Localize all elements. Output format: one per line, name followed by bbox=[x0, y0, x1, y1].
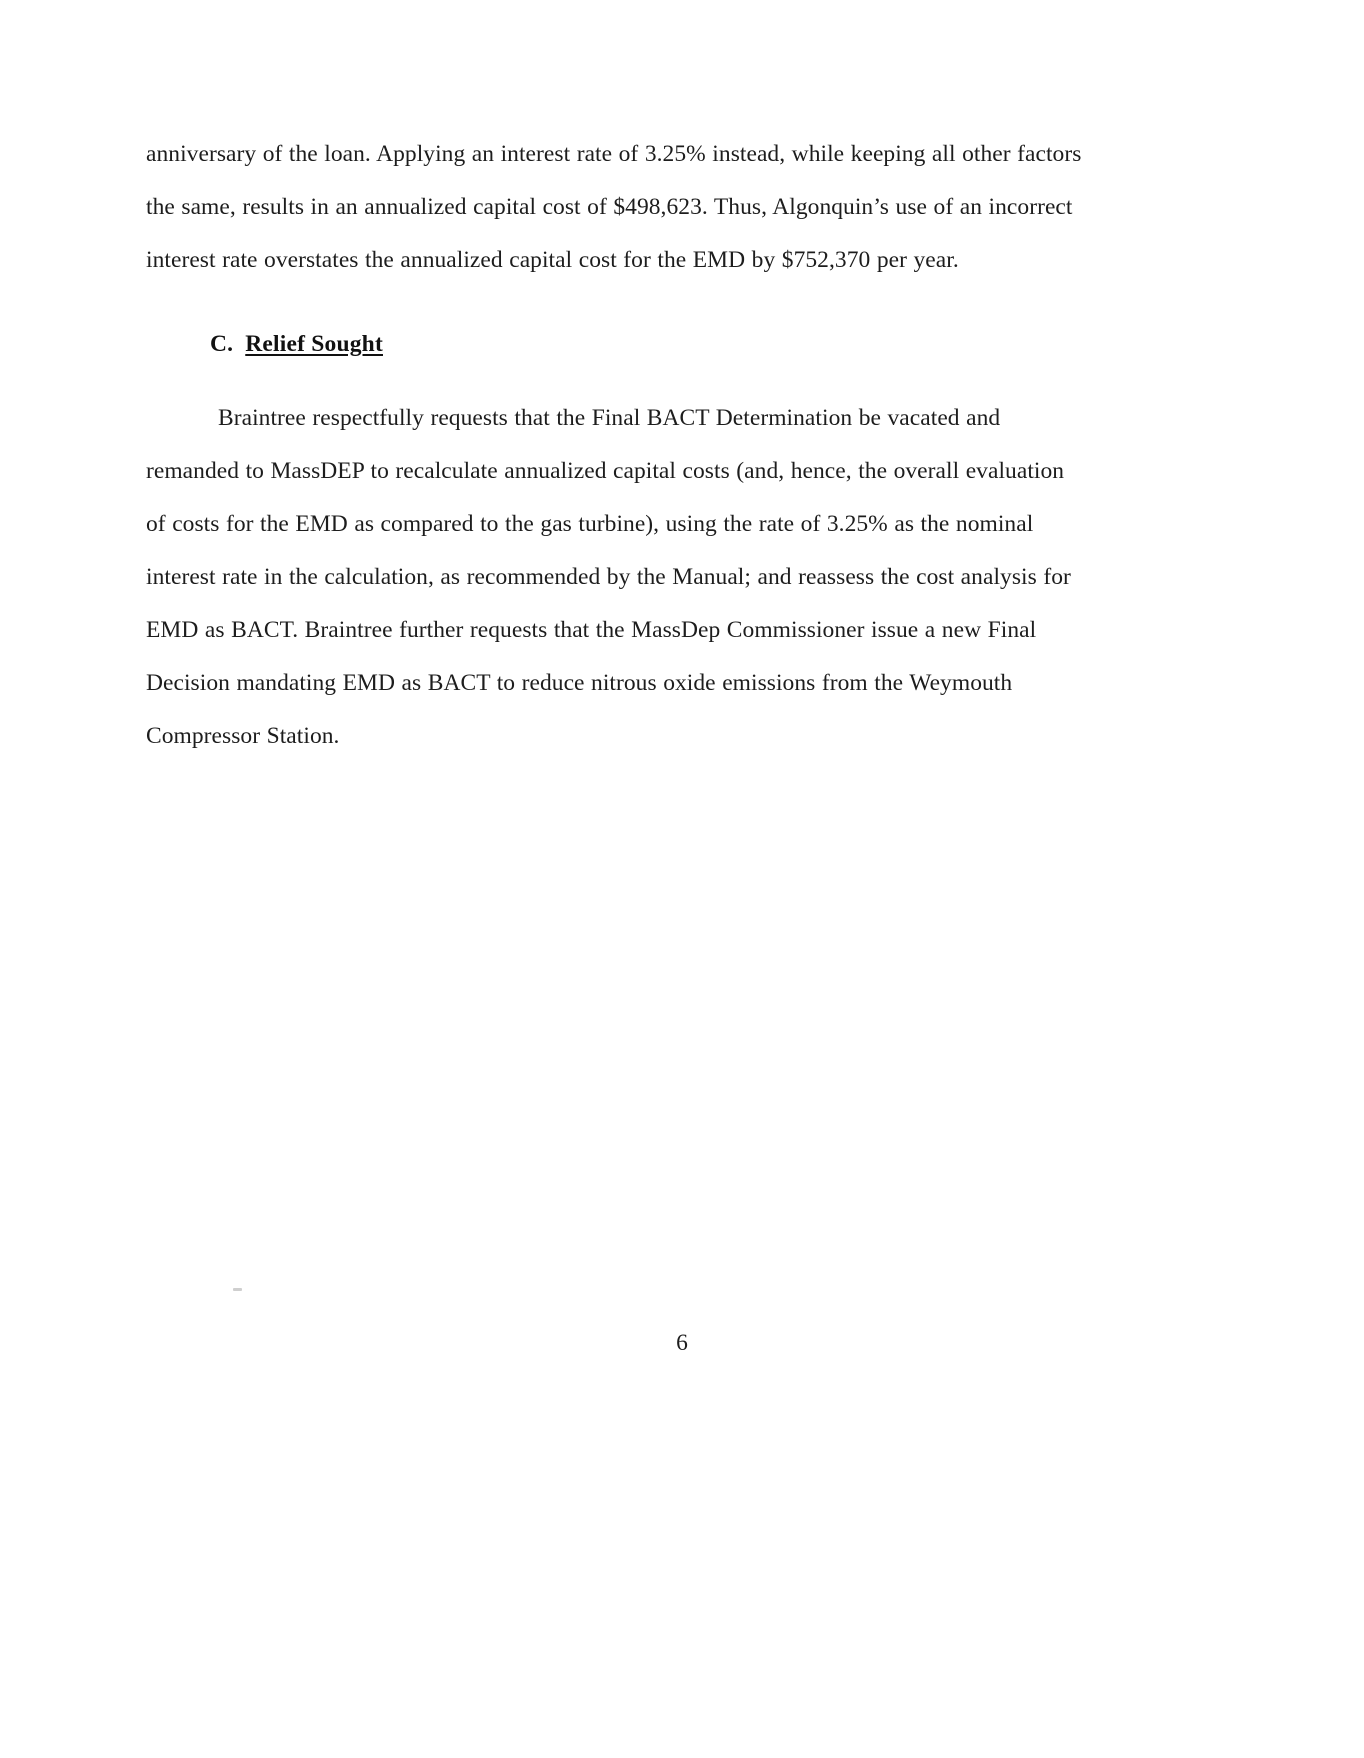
scan-artifact-speck bbox=[233, 1288, 242, 1291]
paragraph-continued: anniversary of the loan. Applying an interest rate of 3.25% instead, while keeping all other factors the same, results in an annualized capital cost of $498,623. Thus, Algonquin’s use of an incorrect interest rate overstates the annualized capital cost for the EMD by $752,370 per year. bbox=[146, 141, 1082, 273]
paragraph-block-relief bbox=[146, 392, 1086, 763]
section-heading bbox=[146, 318, 1086, 371]
section-heading-block bbox=[146, 318, 1086, 371]
paragraph-block-continued bbox=[146, 128, 1086, 287]
paragraph-relief-text: Braintree respectfully requests that the Final BACT Determination be vacated and remanded to MassDEP to recalculate annualized capital costs (and, hence, the overall evaluation of costs for the EMD as compared to the gas turbine), using the rate of 3.25% as the nominal interest rate in the calculation, as recommended by the Manual; and reassess the cost analysis for EMD as BACT. Braintree further requests that the MassDep Commissioner issue a new Final Decision mandating EMD as BACT to reduce nitrous oxide emissions from the Weymouth Compressor Station. bbox=[146, 405, 1071, 749]
section-heading-title: Relief Sought bbox=[245, 331, 383, 357]
section-heading-letter: C. bbox=[210, 331, 234, 357]
page-number: 6 bbox=[676, 1330, 688, 1356]
paragraph-relief bbox=[146, 392, 1086, 763]
